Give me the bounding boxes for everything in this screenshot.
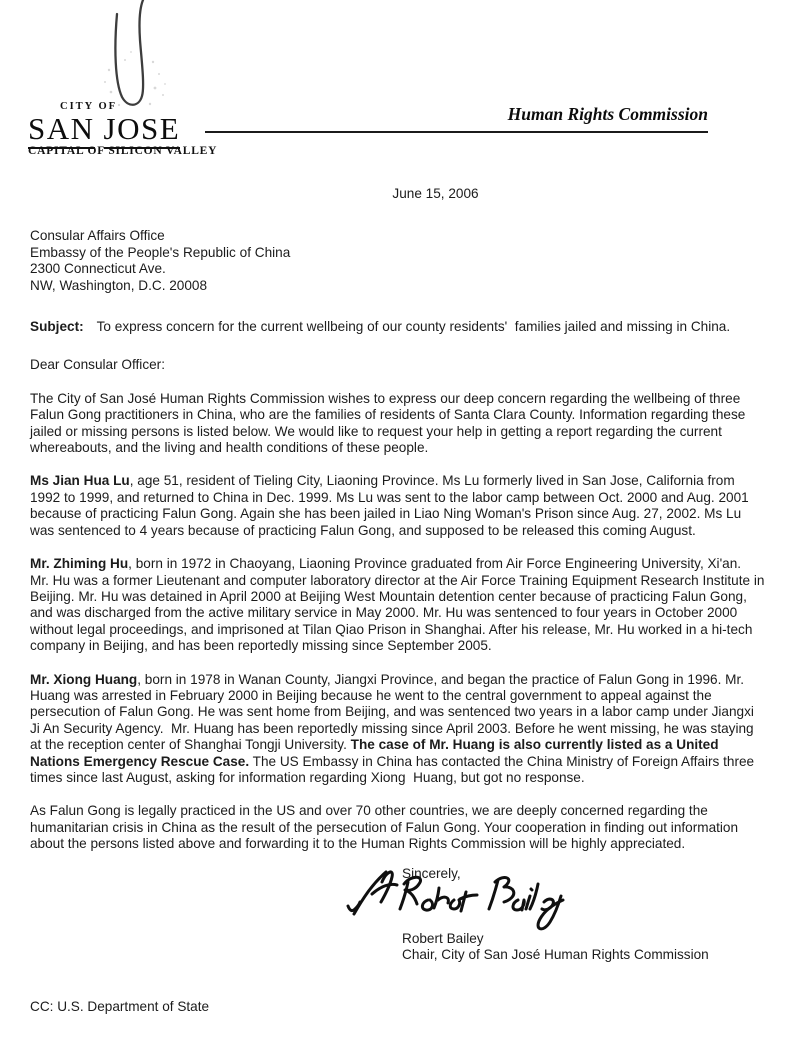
letter-paragraph (30, 556, 767, 654)
bold-text-run: The case of Mr. Huang is also currently listed as a United Nations Emergency Rescue Case. (30, 737, 723, 769)
handwritten-signature-icon (342, 860, 592, 932)
letterhead (0, 0, 796, 170)
recipient-line: Embassy of the People's Republic of China (30, 244, 291, 260)
header-divider (205, 131, 708, 133)
text-run: , born in 1972 in Chaoyang, Liaoning Province graduated from Air Force Engineering University, Xi'an. Mr. Hu was a former Lieutenant and computer laboratory director at the Air Force Training Equipment Research Institute in Beijing. Mr. Hu was detained in April 2000 at Beijing West Mountain detention center because of practicing Falun Gong, and was discharged from the active military service in May 2000. Mr. Hu was sentenced to four years in October 2000 without legal proceedings, and imprisoned at Tilan Qiao Prison in Shanghai. After his release, Mr. Hu worked in a hi-tech company in Beijing, and has been reportedly missing since September 2005. (30, 556, 769, 654)
subject-text: To express concern for the current wellbeing of our county residents' families jailed and missing in China. (96, 319, 731, 335)
recipient-line: NW, Washington, D.C. 20008 (30, 277, 208, 293)
signer-title: Chair, City of San José Human Rights Commission (402, 947, 709, 963)
text-run: The City of San José Human Rights Commission wishes to express our deep concern regarding the wellbeing of three Falun Gong practitioners in China, who are the families of residents of Santa Clara County. Information regarding these jailed or missing persons is listed below. We would like to request your help in getting a report regarding the current whereabouts, and the living and health conditions of these people. (30, 390, 750, 456)
logo-word-jose: JOSE (104, 111, 181, 149)
bold-text-run: Ms Jian Hua Lu (30, 473, 130, 489)
letter-body (30, 391, 767, 853)
san-jose-logo-icon (95, 0, 185, 115)
text-run: , born in 1978 in Wanan County, Jiangxi Province, and began the practice of Falun Gong in 1996. Mr. Huang was arrested in February 2000 in Beijing because he went to the central government to appeal against the persecution of Falun Gong. He was sent home from Beijing, and was sentenced two years in a labor camp under Jiangxi Ji An Security Agency. Mr. Huang has been reportedly missing since April 2003. Before he went missing, he was staying at the reception center of Shanghai Tongji University. (30, 671, 758, 753)
department-title: Human Rights Commission (507, 104, 708, 124)
letter-date: June 15, 2006 (392, 186, 479, 201)
bold-text-run: Mr. Zhiming Hu (30, 556, 129, 572)
recipient-address-block (30, 228, 767, 294)
closing-block (402, 866, 767, 964)
bold-text-run: Mr. Xiong Huang (30, 671, 138, 687)
text-run: , age 51, resident of Tieling City, Liaoning Province. Ms Lu formerly lived in San Jose, California from 1992 to 1999, and returned to China in Dec. 1999. Ms Lu was sent to the labor camp between Oct. 2000 and Aug. 2001 because of practicing Falun Gong. Again she has been jailed in Liao Ning Woman's Prison since Aug. 27, 2002. Ms Lu was sentenced to 4 years because of practicing Falun Gong, and supposed to be released this coming August. (30, 473, 753, 538)
signer-name: Robert Bailey (402, 931, 484, 946)
letter-content (30, 184, 767, 964)
salutation: Dear Consular Officer: (30, 357, 165, 373)
cc-line: CC: U.S. Department of State (30, 999, 210, 1014)
recipient-line: Consular Affairs Office (30, 228, 165, 244)
logo-city-of-text: CITY OF (60, 101, 118, 112)
letter-paragraph (30, 803, 767, 852)
valediction: Sincerely, (402, 865, 461, 881)
text-run: The US Embassy in China has contacted the China Ministry of Foreign Affairs three times since last August, asking for information regarding Xiong Huang, but got no response. (30, 753, 758, 785)
letter-paragraph (30, 391, 767, 457)
logo-city-name (28, 111, 180, 147)
letter-paragraph (30, 672, 767, 787)
logo-word-san: SAN (28, 111, 95, 149)
text-run: As Falun Gong is legally practiced in the US and over 70 other countries, we are deeply concerned regarding the humanitarian crisis in China as the result of the persecution of Falun Gong. Your cooperation in finding out information about the persons listed above and forwarding it to the Human Rights Commission will be highly appreciated. (30, 803, 742, 852)
logo-tagline: CAPITAL OF SILICON VALLEY (28, 145, 218, 157)
letter-paragraph (30, 473, 767, 539)
subject-label: Subject: (30, 319, 84, 335)
recipient-line: 2300 Connecticut Ave. (30, 261, 166, 277)
subject-line (30, 319, 767, 335)
